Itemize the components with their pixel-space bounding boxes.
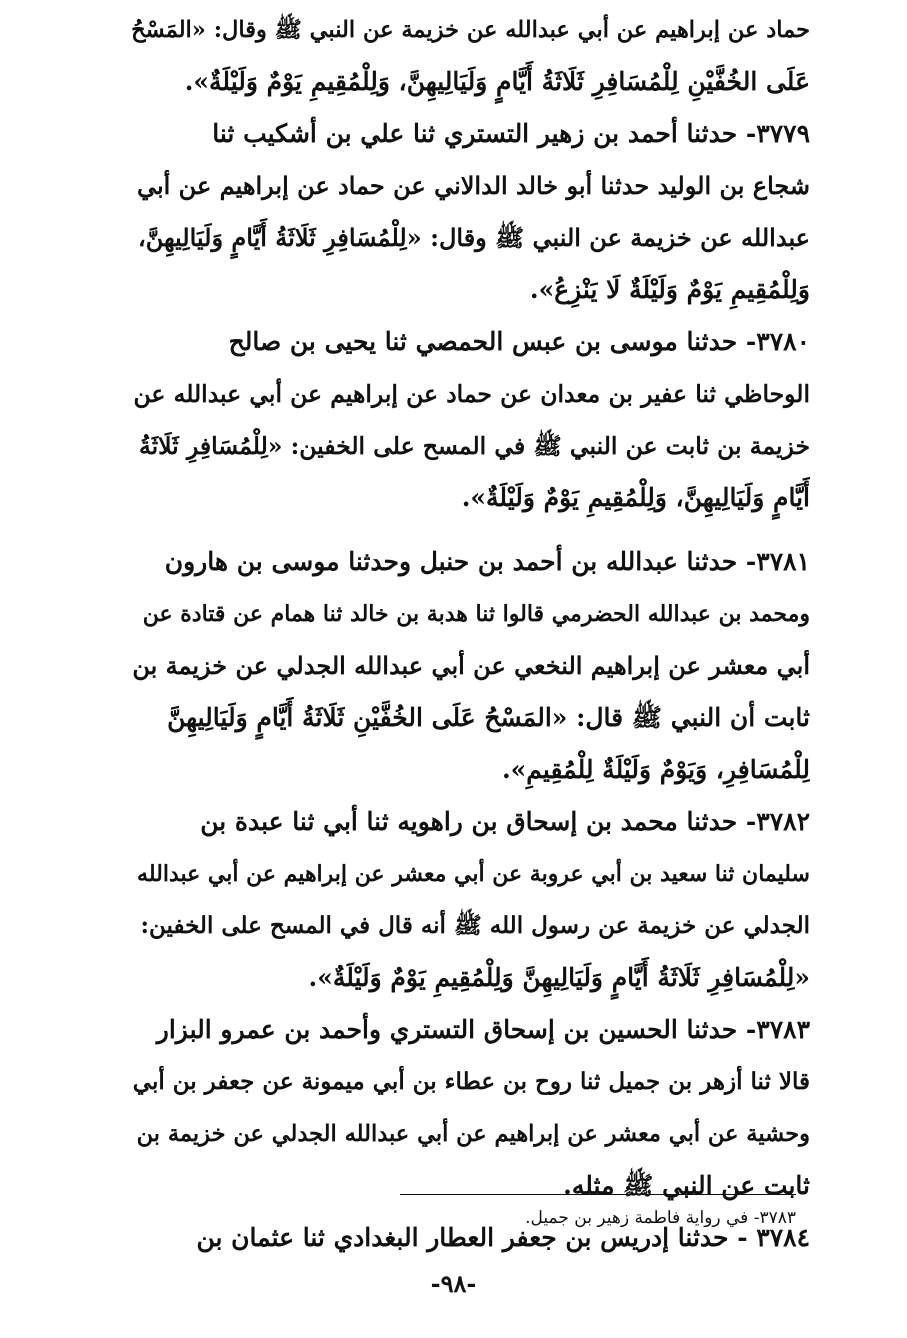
text-line: قالا ثنا أزهر بن جميل ثنا روح بن عطاء بن أبي ميمونة عن جعفر بن أبي <box>132 1068 810 1095</box>
text-line: أبي معشر عن إبراهيم النخعي عن أبي عبدالله الجدلي عن خزيمة بن <box>132 651 810 680</box>
text-line: عبدالله عن خزيمة عن النبي ﷺ وقال: «لِلْمُسَافِرِ ثَلَاثَةُ أَيَّامٍ وَلَيَالِيهِنَّ، <box>137 223 810 252</box>
text-line: شجاع بن الوليد حدثنا أبو خالد الدالاني عن حماد عن إبراهيم عن أبي <box>136 171 810 200</box>
text-line: سليمان ثنا سعيد بن أبي عروبة عن أبي معشر عن إبراهيم عن أبي عبدالله <box>137 861 810 887</box>
hadith-heading-3779: ٣٧٧٩- حدثنا أحمد بن زهير التستري ثنا علي بن أشكيب ثنا <box>212 119 810 148</box>
footnote: ٣٧٨٣- في رواية فاطمة زهير بن جميل. <box>525 1208 796 1228</box>
text-line: ثابت أن النبي ﷺ قال: «المَسْحُ عَلَى الخُفَّيْنِ ثَلَاثَةُ أَيَّامٍ وَلَيَالِيهِنَّ <box>167 703 810 732</box>
text-line: وحشية عن أبي معشر عن إبراهيم عن أبي عبدالله الجدلي عن خزيمة بن <box>136 1121 810 1147</box>
hadith-heading-3783: ٣٧٨٣- حدثنا الحسين بن إسحاق التستري وأحمد بن عمرو البزار <box>156 1015 810 1044</box>
text-line: الجدلي عن خزيمة عن رسول الله ﷺ أنه قال في المسح على الخفين: <box>140 912 810 939</box>
text-line: الوحاظي ثنا عفير بن معدان عن حماد عن إبراهيم عن أبي عبدالله عن <box>133 380 810 408</box>
text-line: لِلْمُسَافِرِ، وَيَوْمٌ وَلَيْلَةٌ لِلْمُقِيمِ». <box>501 755 810 784</box>
text-line: «لِلْمُسَافِرِ ثَلَاثَةُ أَيَّامٍ وَلَيَالِيهِنَّ وَلِلْمُقِيمِ يَوْمٌ وَلَيْلَةٌ». <box>308 963 810 992</box>
text-line: عَلَى الخُفَّيْنِ لِلْمُسَافِرِ ثَلَاثَةُ أَيَّامٍ وَلَيَالِيهِنَّ، وَلِلْمُقِيمِ يَوْمٌ وَلَيْلَةٌ». <box>184 67 810 96</box>
hadith-heading-3781: ٣٧٨١- حدثنا عبدالله بن أحمد بن حنبل وحدثنا موسى بن هارون <box>164 547 810 576</box>
text-block-lower <box>130 536 810 1264</box>
hadith-heading-3780: ٣٧٨٠- حدثنا موسى بن عبس الحمصي ثنا يحيى بن صالح <box>228 327 810 356</box>
text-line: ثابت عن النبي ﷺ مثله. <box>563 1171 810 1200</box>
text-line: حماد عن إبراهيم عن أبي عبدالله عن خزيمة عن النبي ﷺ وقال: «المَسْحُ <box>131 17 810 43</box>
hadith-heading-3784: ٣٧٨٤ - حدثنا إدريس بن جعفر العطار البغدادي ثنا عثمان بن <box>196 1223 810 1252</box>
text-block-upper <box>130 4 810 524</box>
text-line: وَلِلْمُقِيمِ يَوْمٌ وَلَيْلَةٌ لَا يَنْزِعُ». <box>529 275 810 304</box>
footnote-divider <box>400 1194 796 1195</box>
text-line: أَيَّامٍ وَلَيَالِيهِنَّ، وَلِلْمُقِيمِ يَوْمٌ وَلَيْلَةٌ». <box>461 483 810 512</box>
text-line: خزيمة بن ثابت عن النبي ﷺ في المسح على الخفين: «لِلْمُسَافِرِ ثَلَاثَةُ <box>139 432 810 460</box>
hadith-heading-3782: ٣٧٨٢- حدثنا محمد بن إسحاق بن راهويه ثنا أبي ثنا عبدة بن <box>200 807 810 836</box>
page-number: -٩٨- <box>430 1269 477 1298</box>
text-line: ومحمد بن عبدالله الحضرمي قالوا ثنا هدبة بن خالد ثنا همام عن قتادة عن <box>142 601 810 627</box>
